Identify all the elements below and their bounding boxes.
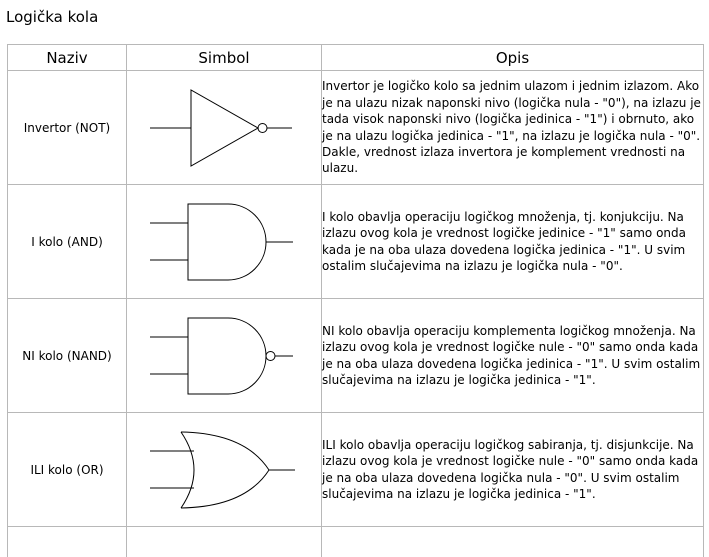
gate-symbol-cell	[127, 299, 322, 413]
description-paragraph: Dakle, vrednost izlaza invertora je komplement vrednosti na ulazu.	[322, 144, 703, 177]
column-header-name: Naziv	[8, 45, 127, 71]
table-row-partial	[8, 527, 704, 557]
gate-symbol-cell	[127, 71, 322, 185]
table-row	[8, 71, 704, 185]
gate-description	[322, 413, 704, 527]
table-header-row	[8, 45, 704, 71]
and-gate-icon	[149, 201, 299, 283]
table-row	[8, 413, 704, 527]
gate-description	[322, 299, 704, 413]
gate-description	[322, 185, 704, 299]
description-paragraph: ILI kolo obavlja operaciju logičkog sabiranja, tj. disjunkcije. Na izlazu ovog kola je vrednost logičke nule - "0" samo onda kada je na oba ulaza dovedena logička nula - "0". U svim ostalim slučajevima na izlazu je logička jedinica - "1".	[322, 437, 703, 503]
description-paragraph: NI kolo obavlja operaciju komplementa logičkog množenja. Na izlazu ovog kola je vrednost logičke nule - "0" samo onda kada je na oba ulaza dovedena logička jedinica - "1". U svim ostalim slučajevima na izlazu je logička jedinica - "1".	[322, 323, 703, 389]
gate-name: NI kolo (NAND)	[8, 299, 127, 413]
partial-cell	[8, 527, 127, 557]
column-header-description: Opis	[322, 45, 704, 71]
gate-name: I kolo (AND)	[8, 185, 127, 299]
table-row	[8, 185, 704, 299]
not-gate-icon	[149, 87, 299, 169]
column-header-symbol: Simbol	[127, 45, 322, 71]
nand-gate-icon	[149, 315, 299, 397]
gate-name: Invertor (NOT)	[8, 71, 127, 185]
partial-cell	[127, 527, 322, 557]
description-paragraph: I kolo obavlja operaciju logičkog množenja, tj. konjukciju. Na izlazu ovog kola je vrednost logičke jedinice - "1" samo onda kada je na oba ulaza dovedena logička jedinica - "1". U svim ostalim slučajevima na izlazu je logička nula - "0".	[322, 209, 703, 275]
logic-gates-table	[7, 44, 704, 557]
or-gate-icon	[149, 429, 299, 511]
gate-symbol-cell	[127, 185, 322, 299]
partial-cell	[322, 527, 704, 557]
gate-description	[322, 71, 704, 185]
gate-symbol-cell	[127, 413, 322, 527]
description-paragraph: Invertor je logičko kolo sa jednim ulazom i jednim izlazom. Ako je na ulazu nizak naponski nivo (logička nula - "0"), na izlazu je tada visok naponski nivo (logička jedinica - "1") i obrnuto, ako je na ulazu logička jedinica - "1", na izlazu je logička nula - "0".	[322, 78, 703, 144]
page-title: Logička kola	[6, 7, 98, 27]
table-row	[8, 299, 704, 413]
gate-name: ILI kolo (OR)	[8, 413, 127, 527]
